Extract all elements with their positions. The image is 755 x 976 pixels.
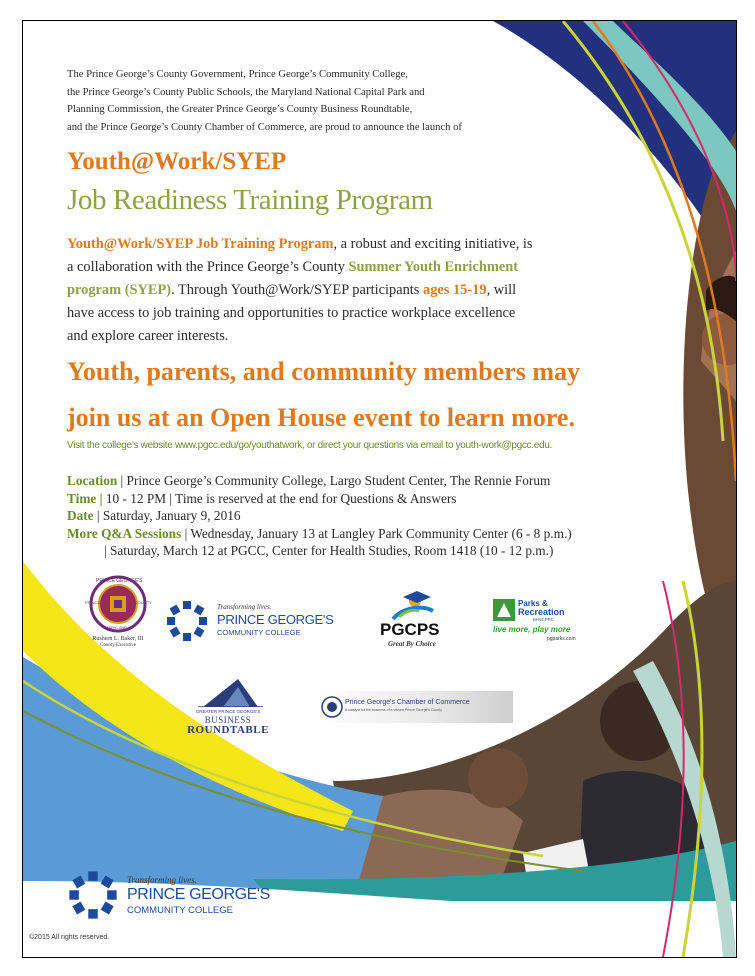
headline-line: join us at an Open House event to learn more. [67,403,575,432]
more-sessions-label: More Q&A Sessions [67,525,182,541]
chamber-seal-icon [321,696,343,718]
parks-title: Parks & [518,599,548,608]
more-sessions-row [67,542,572,560]
flyer-page [22,20,737,958]
chamber-tagline: A catalyst for the business of a vibrant Prince George's County [345,708,442,712]
description-line [67,256,612,279]
seal-side-text: COUNTY [135,600,152,605]
pgcps-name: PGCPS [380,620,440,639]
seal-top-text: PRINCE GEORGE'S [96,578,143,584]
seal-side-text: PRINCE [85,600,101,605]
seal-bottom-text: MARYLAND [105,625,128,630]
parks-tagline: live more, play more [493,625,571,634]
ages-range: ages 15-19 [423,282,487,298]
roundtable-top-text: GREATER PRINCE GEORGE'S [195,709,261,714]
footer-pgcc-logo [67,869,287,923]
time-label: Time | [67,490,103,506]
more-sessions-value: | Wednesday, January 13 at Langley Park Community Center (6 - 8 p.m.) [181,525,572,541]
more-sessions-value: | Saturday, March 12 at PGCC, Center for Health Studies, Room 1418 (10 - 12 p.m.) [104,543,554,559]
pgcps-logo [373,589,453,659]
program-title: Youth@Work/SYEP [67,148,287,175]
contact-info: Visit the college’s website www.pgcc.edu/go/youthatwork, or direct your questions via email to youth-work@pgcc.edu. [67,440,552,451]
parks-title: Recreation [518,607,565,617]
syep-name: Summer Youth Enrichment [348,259,518,275]
roundtable-bottom-text: ROUNDTABLE [187,724,269,736]
footer-college-subname: COMMUNITY COLLEGE [127,905,233,916]
location-row [67,472,572,490]
more-sessions-row [67,525,572,543]
county-seal-logo [83,574,153,654]
syep-name-cont: program (SYEP) [67,282,172,298]
parks-mncppc: M-NCPPC [533,617,554,622]
description-text: , a robust and exciting initiative, is [333,236,533,252]
county-exec-name: Rushern L. Baker, III [92,636,144,642]
intro-line: and the Prince George’s County Chamber of Commerce, are proud to announce the launch of [67,121,462,133]
date-value: | Saturday, January 9, 2016 [93,508,241,524]
event-details [67,472,572,560]
intro-line: Planning Commission, the Greater Prince George’s County Business Roundtable, [67,104,413,116]
intro-line: the Prince George’s County Public Schools, the Maryland National Capital Park and [67,86,425,98]
business-roundtable-logo [178,677,278,737]
location-label: Location [67,473,118,488]
footer-college-name: PRINCE GEORGE'S [127,886,270,903]
program-description [67,233,612,348]
roundtable-mid-text: BUSINESS [204,715,252,725]
footer-pgcc-emblem-icon [67,869,119,921]
description-line [67,233,612,256]
pgcc-name: PRINCE GEORGE'S [217,612,334,627]
description-text: a collaboration with the Prince George’s County [67,259,349,275]
date-label: Date [67,508,94,524]
copyright-notice: ©2015 All rights reserved. [29,934,110,941]
pgcc-emblem-icon [165,599,209,643]
description-text: . Through Youth@Work/SYEP participants [171,282,424,298]
location-value: | Prince George’s Community College, Largo Student Center, The Rennie Forum [117,473,551,488]
intro-line: The Prince George’s County Government, Prince George’s Community College, [67,69,408,80]
county-exec-title: County Executive [100,643,136,648]
footer-tagline: Transforming lives. [127,875,198,885]
program-name: Youth@Work/SYEP Job Training Program [67,236,334,252]
pgcc-logo [165,599,345,644]
open-house-headline [67,349,580,441]
description-line: have access to job training and opportunities to practice workplace excellence [67,305,516,321]
time-value: 10 - 12 PM | Time is reserved at the end for Questions & Answers [102,490,457,506]
pgcc-tagline: Transforming lives. [217,603,272,611]
pgcps-emblem-icon [373,589,453,621]
time-row [67,490,572,508]
pgcps-tagline: Great By Choice [388,640,436,648]
intro-paragraph [67,66,527,136]
description-text: , will [486,282,517,298]
date-row [67,507,572,525]
parks-recreation-logo [493,599,588,649]
pgcc-subname: COMMUNITY COLLEGE [217,628,301,637]
program-subtitle: Job Readiness Training Program [67,184,433,216]
chamber-of-commerce-logo [318,691,513,723]
chamber-name: Prince George's Chamber of Commerce [345,699,470,706]
description-line [67,279,612,302]
parks-url: pgparks.com [547,636,576,642]
roundtable-emblem-icon [178,677,278,707]
parks-emblem-icon [493,599,515,621]
headline-line: Youth, parents, and community members may [67,357,581,386]
description-line: and explore career interests. [67,328,229,344]
